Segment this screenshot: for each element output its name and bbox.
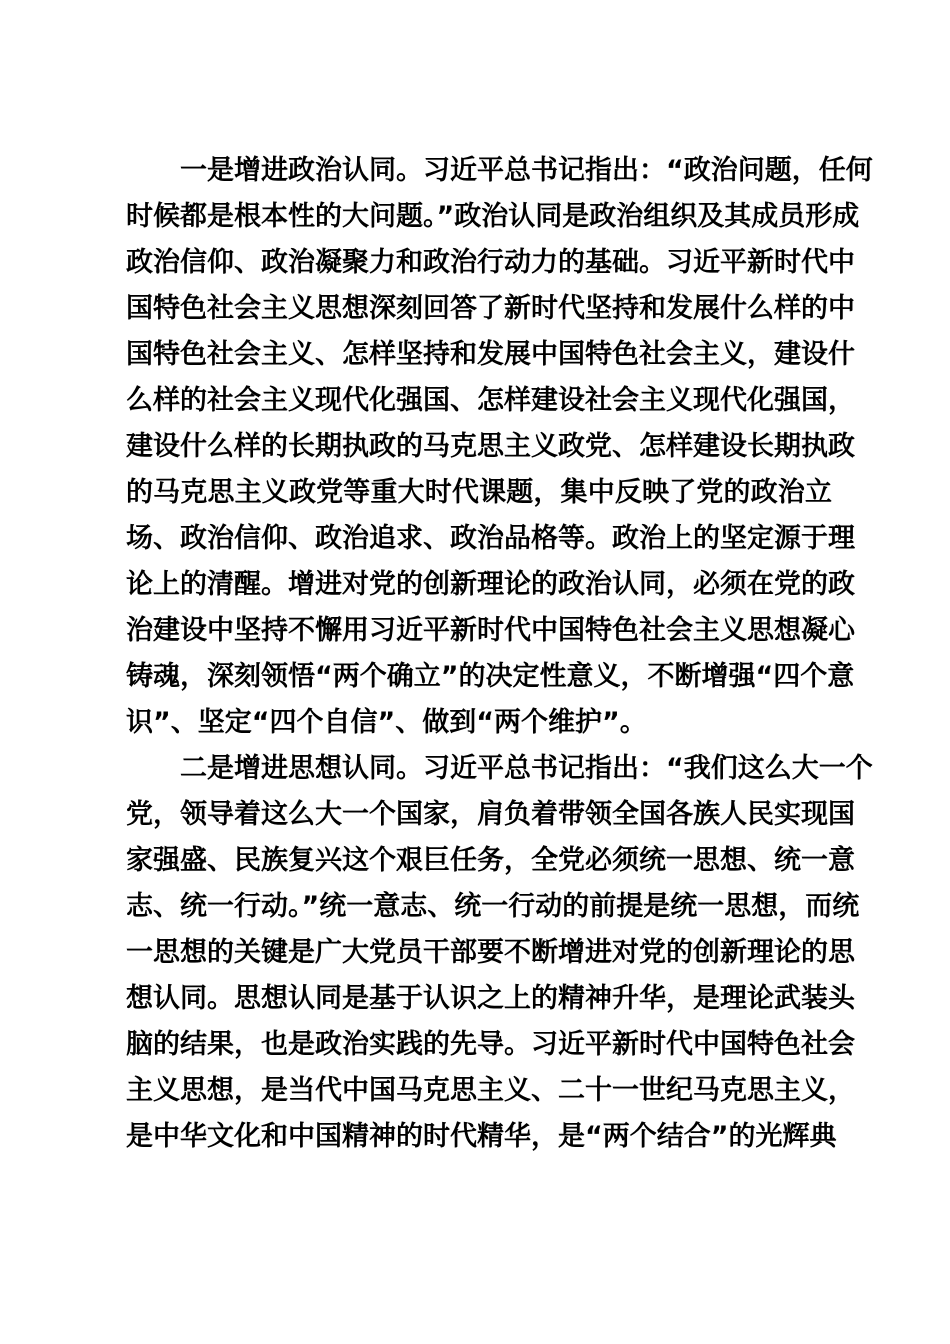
text-line: 志、统一行动。”统一意志、统一行动的前提是统一思想，而统 (126, 891, 860, 922)
text-line: 建设什么样的长期执政的马克思主义政党、怎样建设长期执政 (126, 431, 855, 462)
text-line: 党，领导着这么大一个国家，肩负着带领全国各族人民实现国 (126, 799, 855, 830)
text-line: 二是增进思想认同。习近平总书记指出：“我们这么大一个 (126, 753, 873, 784)
text-line: 识”、坚定“四个自信”、做到“两个维护”。 (126, 707, 647, 738)
body-text (126, 148, 873, 1160)
text-line: 是中华文化和中国精神的时代精华，是“两个结合”的光辉典 (126, 1121, 837, 1152)
text-line: 主义思想，是当代中国马克思主义、二十一世纪马克思主义， (126, 1075, 855, 1106)
text-line: 一思想的关键是广大党员干部要不断增进对党的创新理论的思 (126, 937, 855, 968)
paragraph-political-identity (126, 148, 873, 746)
text-line: 的马克思主义政党等重大时代课题，集中反映了党的政治立 (126, 477, 832, 508)
text-line: 政治信仰、政治凝聚力和政治行动力的基础。习近平新时代中 (126, 247, 855, 278)
text-line: 国特色社会主义思想深刻回答了新时代坚持和发展什么样的中 (126, 293, 855, 324)
text-line: 论上的清醒。增进对党的创新理论的政治认同，必须在党的政 (126, 569, 855, 600)
text-line: 家强盛、民族复兴这个艰巨任务，全党必须统一思想、统一意 (126, 845, 855, 876)
text-line: 场、政治信仰、政治追求、政治品格等。政治上的坚定源于理 (126, 523, 855, 554)
text-line: 铸魂，深刻领悟“两个确立”的决定性意义，不断增强“四个意 (126, 661, 855, 692)
text-line: 时候都是根本性的大问题。”政治认同是政治组织及其成员形成 (126, 201, 860, 232)
text-line: 么样的社会主义现代化强国、怎样建设社会主义现代化强国， (126, 385, 855, 416)
text-line: 治建设中坚持不懈用习近平新时代中国特色社会主义思想凝心 (126, 615, 855, 646)
paragraph-ideological-identity (126, 746, 873, 1160)
text-line: 一是增进政治认同。习近平总书记指出：“政治问题，任何 (126, 155, 873, 186)
text-line: 想认同。思想认同是基于认识之上的精神升华，是理论武装头 (126, 983, 855, 1014)
text-line: 脑的结果，也是政治实践的先导。习近平新时代中国特色社会 (126, 1029, 855, 1060)
text-line: 国特色社会主义、怎样坚持和发展中国特色社会主义，建设什 (126, 339, 855, 370)
